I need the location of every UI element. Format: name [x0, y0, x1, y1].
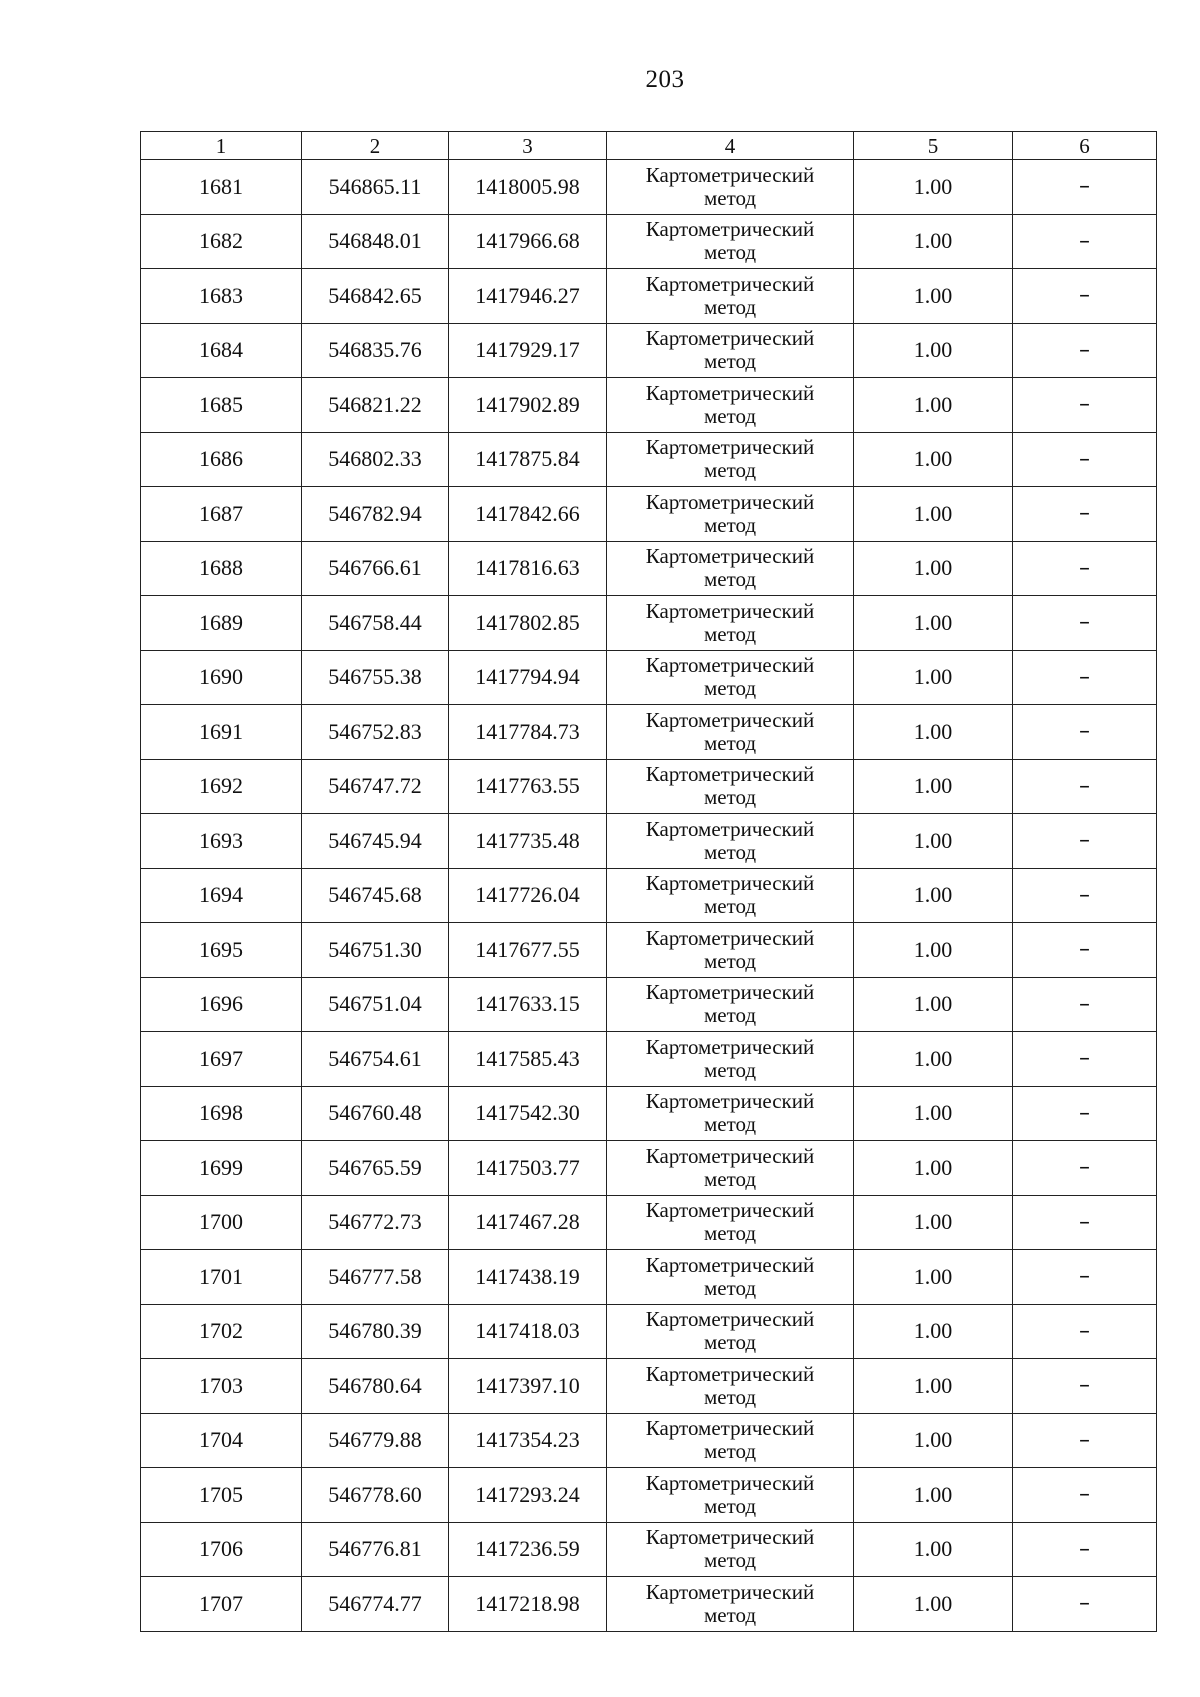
method-line-2: метод	[703, 1493, 757, 1518]
method-cell	[607, 541, 854, 596]
method-line-2: метод	[703, 458, 757, 483]
x-coordinate-cell: 546848.01	[302, 214, 449, 269]
y-coordinate-cell: 1417354.23	[449, 1413, 607, 1468]
point-number-cell: 1705	[141, 1468, 302, 1523]
point-number-cell: 1699	[141, 1141, 302, 1196]
method-line-2: метод	[703, 349, 757, 374]
method-cell	[607, 1413, 854, 1468]
method-line-1: Картометрический	[645, 1198, 815, 1223]
accuracy-cell: 1.00	[854, 868, 1013, 923]
accuracy-cell: 1.00	[854, 1032, 1013, 1087]
method-line-1: Картометрический	[645, 1252, 815, 1277]
accuracy-cell: 1.00	[854, 1086, 1013, 1141]
note-cell: –	[1013, 1032, 1157, 1087]
table-row	[141, 378, 1157, 433]
table-row	[141, 705, 1157, 760]
accuracy-cell: 1.00	[854, 1304, 1013, 1359]
method-line-2: метод	[703, 730, 757, 755]
x-coordinate-cell: 546835.76	[302, 323, 449, 378]
point-number-cell: 1690	[141, 650, 302, 705]
accuracy-cell: 1.00	[854, 1577, 1013, 1632]
method-cell	[607, 705, 854, 760]
note-cell: –	[1013, 160, 1157, 215]
y-coordinate-cell: 1417902.89	[449, 378, 607, 433]
x-coordinate-cell: 546747.72	[302, 759, 449, 814]
method-line-2: метод	[703, 894, 757, 919]
y-coordinate-cell: 1417946.27	[449, 269, 607, 324]
method-cell	[607, 487, 854, 542]
x-coordinate-cell: 546774.77	[302, 1577, 449, 1632]
x-coordinate-cell: 546779.88	[302, 1413, 449, 1468]
table-row	[141, 1032, 1157, 1087]
method-cell	[607, 596, 854, 651]
method-line-1: Картометрический	[645, 816, 815, 841]
point-number-cell: 1704	[141, 1413, 302, 1468]
table-row	[141, 214, 1157, 269]
point-number-cell: 1689	[141, 596, 302, 651]
method-cell	[607, 868, 854, 923]
page-number: 203	[645, 66, 685, 93]
note-cell: –	[1013, 977, 1157, 1032]
method-cell	[607, 1141, 854, 1196]
accuracy-cell: 1.00	[854, 923, 1013, 978]
accuracy-cell: 1.00	[854, 1413, 1013, 1468]
table-row	[141, 596, 1157, 651]
method-cell	[607, 1522, 854, 1577]
note-cell: –	[1013, 868, 1157, 923]
point-number-cell: 1701	[141, 1250, 302, 1305]
note-cell: –	[1013, 1522, 1157, 1577]
accuracy-cell: 1.00	[854, 160, 1013, 215]
point-number-cell: 1688	[141, 541, 302, 596]
y-coordinate-cell: 1417929.17	[449, 323, 607, 378]
accuracy-cell: 1.00	[854, 1522, 1013, 1577]
x-coordinate-cell: 546745.68	[302, 868, 449, 923]
method-line-1: Картометрический	[645, 1579, 815, 1604]
table-row	[141, 1086, 1157, 1141]
note-cell: –	[1013, 705, 1157, 760]
accuracy-cell: 1.00	[854, 814, 1013, 869]
x-coordinate-cell: 546865.11	[302, 160, 449, 215]
point-number-cell: 1702	[141, 1304, 302, 1359]
point-number-cell: 1707	[141, 1577, 302, 1632]
table-row	[141, 1250, 1157, 1305]
x-coordinate-cell: 546760.48	[302, 1086, 449, 1141]
x-coordinate-cell: 546745.94	[302, 814, 449, 869]
note-cell: –	[1013, 1413, 1157, 1468]
table-row	[141, 1141, 1157, 1196]
table-body	[141, 160, 1157, 1632]
method-line-1: Картометрический	[645, 217, 815, 242]
accuracy-cell: 1.00	[854, 705, 1013, 760]
x-coordinate-cell: 546842.65	[302, 269, 449, 324]
method-line-2: метод	[703, 294, 757, 319]
x-coordinate-cell: 546778.60	[302, 1468, 449, 1523]
note-cell: –	[1013, 1195, 1157, 1250]
table-row	[141, 487, 1157, 542]
accuracy-cell: 1.00	[854, 487, 1013, 542]
table-row	[141, 759, 1157, 814]
method-line-1: Картометрический	[645, 326, 815, 351]
y-coordinate-cell: 1417677.55	[449, 923, 607, 978]
method-cell	[607, 378, 854, 433]
y-coordinate-cell: 1417293.24	[449, 1468, 607, 1523]
table-row	[141, 1195, 1157, 1250]
x-coordinate-cell: 546765.59	[302, 1141, 449, 1196]
method-line-1: Картометрический	[645, 1307, 815, 1332]
note-cell: –	[1013, 432, 1157, 487]
y-coordinate-cell: 1417875.84	[449, 432, 607, 487]
x-coordinate-cell: 546754.61	[302, 1032, 449, 1087]
method-line-2: метод	[703, 185, 757, 210]
y-coordinate-cell: 1417735.48	[449, 814, 607, 869]
table-row	[141, 323, 1157, 378]
table-row	[141, 814, 1157, 869]
method-line-1: Картометрический	[645, 707, 815, 732]
method-line-2: метод	[703, 785, 757, 810]
accuracy-cell: 1.00	[854, 214, 1013, 269]
point-number-cell: 1696	[141, 977, 302, 1032]
note-cell: –	[1013, 541, 1157, 596]
method-line-2: метод	[703, 676, 757, 701]
method-line-1: Картометрический	[645, 1525, 815, 1550]
method-line-1: Картометрический	[645, 162, 815, 187]
header-col-3: 3	[449, 132, 607, 160]
point-number-cell: 1681	[141, 160, 302, 215]
x-coordinate-cell: 546782.94	[302, 487, 449, 542]
y-coordinate-cell: 1417218.98	[449, 1577, 607, 1632]
y-coordinate-cell: 1417438.19	[449, 1250, 607, 1305]
note-cell: –	[1013, 1304, 1157, 1359]
y-coordinate-cell: 1417816.63	[449, 541, 607, 596]
method-line-1: Картометрический	[645, 271, 815, 296]
point-number-cell: 1687	[141, 487, 302, 542]
y-coordinate-cell: 1417784.73	[449, 705, 607, 760]
note-cell: –	[1013, 923, 1157, 978]
method-line-2: метод	[703, 1548, 757, 1573]
accuracy-cell: 1.00	[854, 1359, 1013, 1414]
method-line-2: метод	[703, 403, 757, 428]
table-header	[141, 132, 1157, 160]
accuracy-cell: 1.00	[854, 650, 1013, 705]
method-cell	[607, 759, 854, 814]
y-coordinate-cell: 1417397.10	[449, 1359, 607, 1414]
method-cell	[607, 977, 854, 1032]
method-line-1: Картометрический	[645, 544, 815, 569]
x-coordinate-cell: 546758.44	[302, 596, 449, 651]
method-cell	[607, 269, 854, 324]
x-coordinate-cell: 546751.30	[302, 923, 449, 978]
note-cell: –	[1013, 1250, 1157, 1305]
method-line-2: метод	[703, 1112, 757, 1137]
note-cell: –	[1013, 487, 1157, 542]
accuracy-cell: 1.00	[854, 759, 1013, 814]
header-col-4: 4	[607, 132, 854, 160]
point-number-cell: 1694	[141, 868, 302, 923]
table-row	[141, 650, 1157, 705]
point-number-cell: 1693	[141, 814, 302, 869]
accuracy-cell: 1.00	[854, 269, 1013, 324]
method-line-1: Картометрический	[645, 1143, 815, 1168]
point-number-cell: 1706	[141, 1522, 302, 1577]
table-row	[141, 868, 1157, 923]
header-col-6: 6	[1013, 132, 1157, 160]
coordinates-table	[140, 131, 1157, 1632]
y-coordinate-cell: 1417467.28	[449, 1195, 607, 1250]
method-cell	[607, 1032, 854, 1087]
y-coordinate-cell: 1418005.98	[449, 160, 607, 215]
x-coordinate-cell: 546776.81	[302, 1522, 449, 1577]
method-line-2: метод	[703, 1384, 757, 1409]
point-number-cell: 1685	[141, 378, 302, 433]
table-row	[141, 1359, 1157, 1414]
note-cell: –	[1013, 759, 1157, 814]
note-cell: –	[1013, 596, 1157, 651]
accuracy-cell: 1.00	[854, 1141, 1013, 1196]
method-line-2: метод	[703, 567, 757, 592]
method-cell	[607, 1468, 854, 1523]
accuracy-cell: 1.00	[854, 1250, 1013, 1305]
note-cell: –	[1013, 1577, 1157, 1632]
point-number-cell: 1697	[141, 1032, 302, 1087]
y-coordinate-cell: 1417842.66	[449, 487, 607, 542]
y-coordinate-cell: 1417763.55	[449, 759, 607, 814]
note-cell: –	[1013, 1141, 1157, 1196]
method-cell	[607, 323, 854, 378]
method-cell	[607, 923, 854, 978]
y-coordinate-cell: 1417542.30	[449, 1086, 607, 1141]
point-number-cell: 1695	[141, 923, 302, 978]
method-cell	[607, 1250, 854, 1305]
method-cell	[607, 432, 854, 487]
table-row	[141, 541, 1157, 596]
x-coordinate-cell: 546821.22	[302, 378, 449, 433]
y-coordinate-cell: 1417585.43	[449, 1032, 607, 1087]
x-coordinate-cell: 546752.83	[302, 705, 449, 760]
note-cell: –	[1013, 269, 1157, 324]
method-line-1: Картометрический	[645, 762, 815, 787]
method-line-2: метод	[703, 839, 757, 864]
accuracy-cell: 1.00	[854, 977, 1013, 1032]
point-number-cell: 1691	[141, 705, 302, 760]
x-coordinate-cell: 546802.33	[302, 432, 449, 487]
y-coordinate-cell: 1417503.77	[449, 1141, 607, 1196]
table-row	[141, 432, 1157, 487]
point-number-cell: 1700	[141, 1195, 302, 1250]
x-coordinate-cell: 546766.61	[302, 541, 449, 596]
method-cell	[607, 1359, 854, 1414]
note-cell: –	[1013, 214, 1157, 269]
note-cell: –	[1013, 323, 1157, 378]
method-cell	[607, 1086, 854, 1141]
method-cell	[607, 1577, 854, 1632]
method-line-1: Картометрический	[645, 1089, 815, 1114]
method-line-2: метод	[703, 948, 757, 973]
header-row	[141, 132, 1157, 160]
method-line-1: Картометрический	[645, 489, 815, 514]
method-line-1: Картометрический	[645, 871, 815, 896]
method-line-1: Картометрический	[645, 1034, 815, 1059]
method-line-1: Картометрический	[645, 435, 815, 460]
table-row	[141, 1577, 1157, 1632]
table-row	[141, 1468, 1157, 1523]
point-number-cell: 1692	[141, 759, 302, 814]
method-line-2: метод	[703, 1602, 757, 1627]
table-row	[141, 1304, 1157, 1359]
method-line-2: метод	[703, 512, 757, 537]
method-cell	[607, 650, 854, 705]
method-line-1: Картометрический	[645, 925, 815, 950]
table-row	[141, 923, 1157, 978]
method-line-2: метод	[703, 1003, 757, 1028]
method-line-2: метод	[703, 1330, 757, 1355]
method-line-2: метод	[703, 621, 757, 646]
point-number-cell: 1686	[141, 432, 302, 487]
table-row	[141, 1413, 1157, 1468]
y-coordinate-cell: 1417966.68	[449, 214, 607, 269]
y-coordinate-cell: 1417236.59	[449, 1522, 607, 1577]
accuracy-cell: 1.00	[854, 323, 1013, 378]
note-cell: –	[1013, 1359, 1157, 1414]
method-line-1: Картометрический	[645, 380, 815, 405]
note-cell: –	[1013, 1468, 1157, 1523]
method-line-2: метод	[703, 1221, 757, 1246]
header-col-2: 2	[302, 132, 449, 160]
accuracy-cell: 1.00	[854, 1468, 1013, 1523]
method-cell	[607, 214, 854, 269]
y-coordinate-cell: 1417802.85	[449, 596, 607, 651]
method-line-2: метод	[703, 1275, 757, 1300]
point-number-cell: 1698	[141, 1086, 302, 1141]
method-cell	[607, 1195, 854, 1250]
accuracy-cell: 1.00	[854, 432, 1013, 487]
x-coordinate-cell: 546777.58	[302, 1250, 449, 1305]
table-row	[141, 269, 1157, 324]
y-coordinate-cell: 1417794.94	[449, 650, 607, 705]
x-coordinate-cell: 546755.38	[302, 650, 449, 705]
y-coordinate-cell: 1417418.03	[449, 1304, 607, 1359]
point-number-cell: 1703	[141, 1359, 302, 1414]
x-coordinate-cell: 546780.64	[302, 1359, 449, 1414]
note-cell: –	[1013, 650, 1157, 705]
note-cell: –	[1013, 378, 1157, 433]
method-cell	[607, 814, 854, 869]
table-row	[141, 1522, 1157, 1577]
point-number-cell: 1682	[141, 214, 302, 269]
accuracy-cell: 1.00	[854, 378, 1013, 433]
point-number-cell: 1684	[141, 323, 302, 378]
accuracy-cell: 1.00	[854, 541, 1013, 596]
method-cell	[607, 160, 854, 215]
accuracy-cell: 1.00	[854, 596, 1013, 651]
method-line-1: Картометрический	[645, 653, 815, 678]
y-coordinate-cell: 1417726.04	[449, 868, 607, 923]
note-cell: –	[1013, 1086, 1157, 1141]
header-col-1: 1	[141, 132, 302, 160]
x-coordinate-cell: 546780.39	[302, 1304, 449, 1359]
method-line-2: метод	[703, 1439, 757, 1464]
note-cell: –	[1013, 814, 1157, 869]
method-line-1: Картометрический	[645, 1361, 815, 1386]
x-coordinate-cell: 546751.04	[302, 977, 449, 1032]
method-line-2: метод	[703, 240, 757, 265]
y-coordinate-cell: 1417633.15	[449, 977, 607, 1032]
method-line-2: метод	[703, 1057, 757, 1082]
method-line-2: метод	[703, 1166, 757, 1191]
accuracy-cell: 1.00	[854, 1195, 1013, 1250]
method-line-1: Картометрический	[645, 1470, 815, 1495]
method-cell	[607, 1304, 854, 1359]
point-number-cell: 1683	[141, 269, 302, 324]
table-row	[141, 977, 1157, 1032]
method-line-1: Картометрический	[645, 980, 815, 1005]
table-row	[141, 160, 1157, 215]
method-line-1: Картометрический	[645, 598, 815, 623]
x-coordinate-cell: 546772.73	[302, 1195, 449, 1250]
method-line-1: Картометрический	[645, 1416, 815, 1441]
header-col-5: 5	[854, 132, 1013, 160]
